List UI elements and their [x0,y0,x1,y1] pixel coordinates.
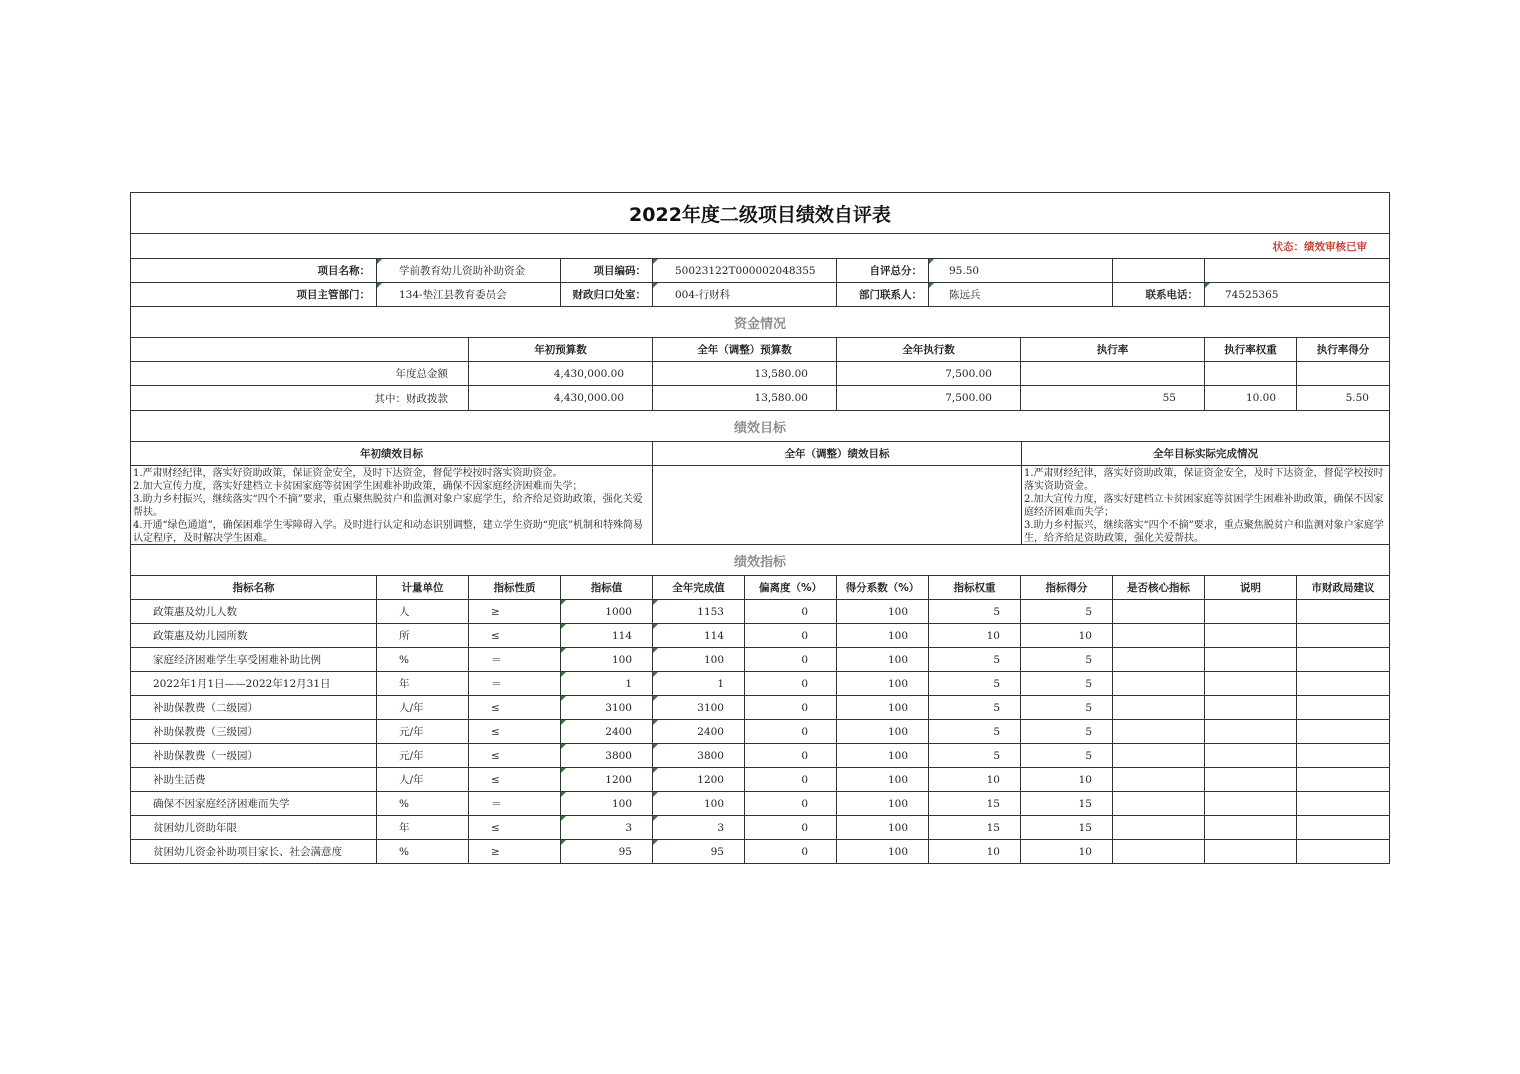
indicator-coefficient: 100 [837,768,929,791]
indicator-note [1205,792,1297,815]
indicator-score: 15 [1021,816,1113,839]
indicator-core [1113,720,1205,743]
empty-cell [1113,259,1205,282]
indicator-name: 确保不因家庭经济困难而失学 [131,792,377,815]
table-row [130,816,1390,840]
indicator-suggestion [1297,792,1389,815]
table-row [130,672,1390,696]
indicator-weight: 5 [929,744,1021,767]
indicator-deviation: 0 [745,720,837,743]
goals-initial-text [131,466,653,544]
goals-actual-text [1022,466,1389,544]
indicator-actual: 3800 [653,744,745,767]
goals-adjusted-text [653,466,1022,544]
indicator-header: 指标名称 [131,576,377,599]
funds-row [130,362,1390,386]
score-label: 自评总分： [837,259,929,282]
goal-line: 1.严肃财经纪律，落实好资助政策，保证资金安全，及时下达资金，督促学校按时落实资助资金。 [133,468,563,479]
indicator-note [1205,816,1297,839]
indicator-score: 5 [1021,672,1113,695]
goals-header-initial: 年初绩效目标 [131,442,653,465]
indicator-deviation: 0 [745,648,837,671]
indicator-coefficient: 100 [837,672,929,695]
info-row-2 [130,283,1390,307]
indicator-target: 1000 [561,600,653,623]
indicator-name: 补助生活费 [131,768,377,791]
empty-cell [131,338,469,361]
indicator-nature: ＝ [469,672,561,695]
goals-section-title: 绩效目标 [733,420,786,436]
funds-section-title: 资金情况 [733,316,786,332]
page-title: 2022年度二级项目绩效自评表 [629,203,891,226]
indicator-weight: 15 [929,792,1021,815]
indicator-actual: 114 [653,624,745,647]
indicator-header: 全年完成值 [653,576,745,599]
indicator-core [1113,840,1205,863]
goal-line: 4.开通“绿色通道”，确保困难学生零障碍入学。及时进行认定和动态识别调整，建立学生资助“兜底”机制和特殊简易认定程序，及时解决学生困难。 [133,520,643,544]
indicator-coefficient: 100 [837,696,929,719]
indicator-nature: ≥ [469,600,561,623]
indicator-target: 1200 [561,768,653,791]
indicator-nature: ≤ [469,720,561,743]
indicator-deviation: 0 [745,792,837,815]
indicator-header: 指标性质 [469,576,561,599]
indicator-core [1113,600,1205,623]
indicator-unit: 人/年 [377,768,469,791]
dept-label: 项目主管部门： [131,283,377,306]
indicator-deviation: 0 [745,672,837,695]
finance-value: 004-行财科 [653,283,837,306]
table-row [130,600,1390,624]
indicator-note [1205,696,1297,719]
indicator-nature: ＝ [469,648,561,671]
indicator-actual: 1 [653,672,745,695]
goals-header-actual: 全年目标实际完成情况 [1153,448,1258,460]
indicator-target: 100 [561,792,653,815]
indicator-name: 补助保教费（一级园） [131,744,377,767]
indicator-suggestion [1297,648,1389,671]
indicator-actual: 3100 [653,696,745,719]
indicator-suggestion [1297,624,1389,647]
indicator-score: 15 [1021,792,1113,815]
indicator-note [1205,840,1297,863]
indicator-name: 补助保教费（三级园） [131,720,377,743]
funds-rate [1021,362,1205,385]
indicator-coefficient: 100 [837,744,929,767]
indicator-unit: 年 [377,672,469,695]
indicator-nature: ＝ [469,792,561,815]
table-row [130,840,1390,864]
indicator-nature: ≤ [469,624,561,647]
indicator-weight: 15 [929,816,1021,839]
indicator-score: 5 [1021,744,1113,767]
indicator-score: 5 [1021,720,1113,743]
indicator-deviation: 0 [745,816,837,839]
indicators-section-title: 绩效指标 [733,554,786,570]
indicator-weight: 5 [929,672,1021,695]
indicator-weight: 5 [929,696,1021,719]
table-row [130,768,1390,792]
indicator-target: 3 [561,816,653,839]
indicator-deviation: 0 [745,600,837,623]
goal-line: 2.加大宣传力度，落实好建档立卡贫困家庭等贫困学生困难补助政策，确保不因家庭经济困难而失学； [1024,494,1384,518]
indicator-weight: 5 [929,720,1021,743]
funds-budget: 4,430,000.00 [469,386,653,410]
indicator-core [1113,648,1205,671]
funds-header: 年初预算数 [469,338,653,361]
score-value: 95.50 [929,259,1113,282]
project-code-value: 50023122T000002048355 [653,259,837,282]
indicators-section-row [130,545,1390,576]
table-row [130,792,1390,816]
goals-section-row [130,411,1390,442]
indicator-deviation: 0 [745,744,837,767]
indicator-suggestion [1297,840,1389,863]
indicator-suggestion [1297,600,1389,623]
indicators-header-row [130,576,1390,600]
indicator-note [1205,768,1297,791]
indicator-coefficient: 100 [837,840,929,863]
contact-value: 陈远兵 [929,283,1113,306]
indicator-header: 指标值 [561,576,653,599]
finance-label: 财政归口处室： [561,283,653,306]
indicator-unit: 人/年 [377,696,469,719]
funds-adjusted: 13,580.00 [653,386,837,410]
indicator-name: 政策惠及幼儿园所数 [131,624,377,647]
table-row [130,720,1390,744]
funds-weight: 10.00 [1205,386,1297,410]
indicator-score: 5 [1021,648,1113,671]
indicator-score: 5 [1021,696,1113,719]
indicator-unit: % [377,840,469,863]
indicator-name: 补助保教费（二级园） [131,696,377,719]
status-row [130,234,1390,259]
phone-value: 74525365 [1205,283,1389,306]
status-badge: 状态：绩效审核已审 [1272,240,1367,253]
indicator-weight: 5 [929,648,1021,671]
indicator-coefficient: 100 [837,624,929,647]
indicator-suggestion [1297,672,1389,695]
indicator-unit: 年 [377,816,469,839]
table-row [130,696,1390,720]
goal-line: 2.加大宣传力度，落实好建档立卡贫困家庭等贫困学生困难补助政策，确保不因家庭经济困难而失学； [133,481,583,492]
funds-header: 执行率权重 [1205,338,1297,361]
indicator-core [1113,624,1205,647]
indicator-unit: 元/年 [377,744,469,767]
goals-content-row [130,466,1390,545]
indicator-actual: 100 [653,648,745,671]
indicator-core [1113,792,1205,815]
table-row [130,648,1390,672]
indicator-target: 3100 [561,696,653,719]
indicator-unit: 元/年 [377,720,469,743]
indicator-name: 贫困幼儿资助年限 [131,816,377,839]
funds-header: 全年执行数 [837,338,1021,361]
indicator-coefficient: 100 [837,648,929,671]
indicator-header: 市财政局建议 [1311,582,1375,594]
indicator-weight: 10 [929,840,1021,863]
indicator-suggestion [1297,744,1389,767]
project-code-label: 项目编码： [561,259,653,282]
indicator-suggestion [1297,768,1389,791]
dept-value: 134-垫江县教育委员会 [377,283,561,306]
title-row [130,192,1390,234]
indicator-unit: 所 [377,624,469,647]
indicator-name: 2022年1月1日——2022年12月31日 [131,672,377,695]
indicator-core [1113,816,1205,839]
indicator-target: 2400 [561,720,653,743]
indicator-nature: ≥ [469,840,561,863]
funds-score: 5.50 [1345,392,1369,404]
indicator-actual: 3 [653,816,745,839]
indicator-unit: 人 [377,600,469,623]
performance-sheet [130,192,1390,864]
indicator-target: 114 [561,624,653,647]
indicator-deviation: 0 [745,624,837,647]
indicator-name: 贫困幼儿资金补助项目家长、社会满意度 [131,840,377,863]
indicator-note [1205,720,1297,743]
indicator-core [1113,744,1205,767]
indicator-note [1205,672,1297,695]
indicator-score: 5 [1021,600,1113,623]
indicator-nature: ≤ [469,816,561,839]
funds-header-row [130,338,1390,362]
indicator-note [1205,624,1297,647]
funds-rate: 55 [1021,386,1205,410]
indicator-note [1205,744,1297,767]
funds-row-label: 其中：财政拨款 [131,386,469,410]
funds-header: 执行率得分 [1316,344,1370,356]
empty-cell [1205,259,1389,282]
indicator-score: 10 [1021,840,1113,863]
indicator-core [1113,768,1205,791]
indicator-coefficient: 100 [837,792,929,815]
indicator-target: 100 [561,648,653,671]
goal-line: 3.助力乡村振兴，继续落实“四个不摘”要求，重点聚焦脱贫户和监测对象户家庭学生，给齐给足资助政策，强化关爱帮扶。 [1024,520,1384,544]
indicator-weight: 10 [929,768,1021,791]
indicator-nature: ≤ [469,768,561,791]
indicator-note [1205,648,1297,671]
goal-line: 3.助力乡村振兴，继续落实“四个不摘”要求，重点聚焦脱贫户和监测对象户家庭学生，给齐给足资助政策，强化关爱帮扶。 [133,494,643,518]
table-row [130,744,1390,768]
indicator-header: 指标权重 [929,576,1021,599]
indicator-weight: 10 [929,624,1021,647]
info-row-1 [130,259,1390,283]
indicator-score: 10 [1021,768,1113,791]
indicator-name: 家庭经济困难学生享受困难补助比例 [131,648,377,671]
funds-budget: 4,430,000.00 [469,362,653,385]
indicator-unit: % [377,648,469,671]
indicator-actual: 1153 [653,600,745,623]
indicator-target: 3800 [561,744,653,767]
funds-executed: 7,500.00 [837,386,1021,410]
indicator-header: 计量单位 [377,576,469,599]
indicator-deviation: 0 [745,768,837,791]
indicator-deviation: 0 [745,840,837,863]
funds-executed: 7,500.00 [837,362,1021,385]
indicator-header: 是否核心指标 [1113,576,1205,599]
indicator-nature: ≤ [469,744,561,767]
indicator-actual: 95 [653,840,745,863]
funds-header: 全年（调整）预算数 [653,338,837,361]
indicator-coefficient: 100 [837,720,929,743]
goals-header-row [130,442,1390,466]
indicator-actual: 100 [653,792,745,815]
indicator-suggestion [1297,720,1389,743]
indicator-header: 偏离度（%） [745,576,837,599]
funds-header: 执行率 [1021,338,1205,361]
indicator-actual: 1200 [653,768,745,791]
funds-adjusted: 13,580.00 [653,362,837,385]
indicator-rows [130,600,1390,864]
indicator-suggestion [1297,696,1389,719]
indicator-suggestion [1297,816,1389,839]
indicator-header: 说明 [1205,576,1297,599]
table-row [130,624,1390,648]
funds-section-row [130,307,1390,338]
indicator-name: 政策惠及幼儿人数 [131,600,377,623]
indicator-core [1113,672,1205,695]
goal-line: 1.严肃财经纪律，落实好资助政策，保证资金安全，及时下达资金，督促学校按时落实资助资金。 [1024,468,1384,492]
indicator-coefficient: 100 [837,600,929,623]
indicator-note [1205,600,1297,623]
indicator-actual: 2400 [653,720,745,743]
project-name-value: 学前教育幼儿资助补助资金 [377,259,561,282]
funds-row [130,386,1390,411]
indicator-header: 得分系数（%） [837,576,929,599]
goals-header-adjusted: 全年（调整）绩效目标 [653,442,1022,465]
indicator-unit: % [377,792,469,815]
funds-row-label: 年度总金额 [131,362,469,385]
indicator-weight: 5 [929,600,1021,623]
indicator-target: 95 [561,840,653,863]
indicator-header: 指标得分 [1021,576,1113,599]
contact-label: 部门联系人： [837,283,929,306]
indicator-coefficient: 100 [837,816,929,839]
funds-score [1297,362,1389,385]
indicator-score: 10 [1021,624,1113,647]
funds-weight [1205,362,1297,385]
indicator-deviation: 0 [745,696,837,719]
indicator-nature: ≤ [469,696,561,719]
phone-label: 联系电话： [1113,283,1205,306]
project-name-label: 项目名称： [131,259,377,282]
indicator-core [1113,696,1205,719]
indicator-target: 1 [561,672,653,695]
